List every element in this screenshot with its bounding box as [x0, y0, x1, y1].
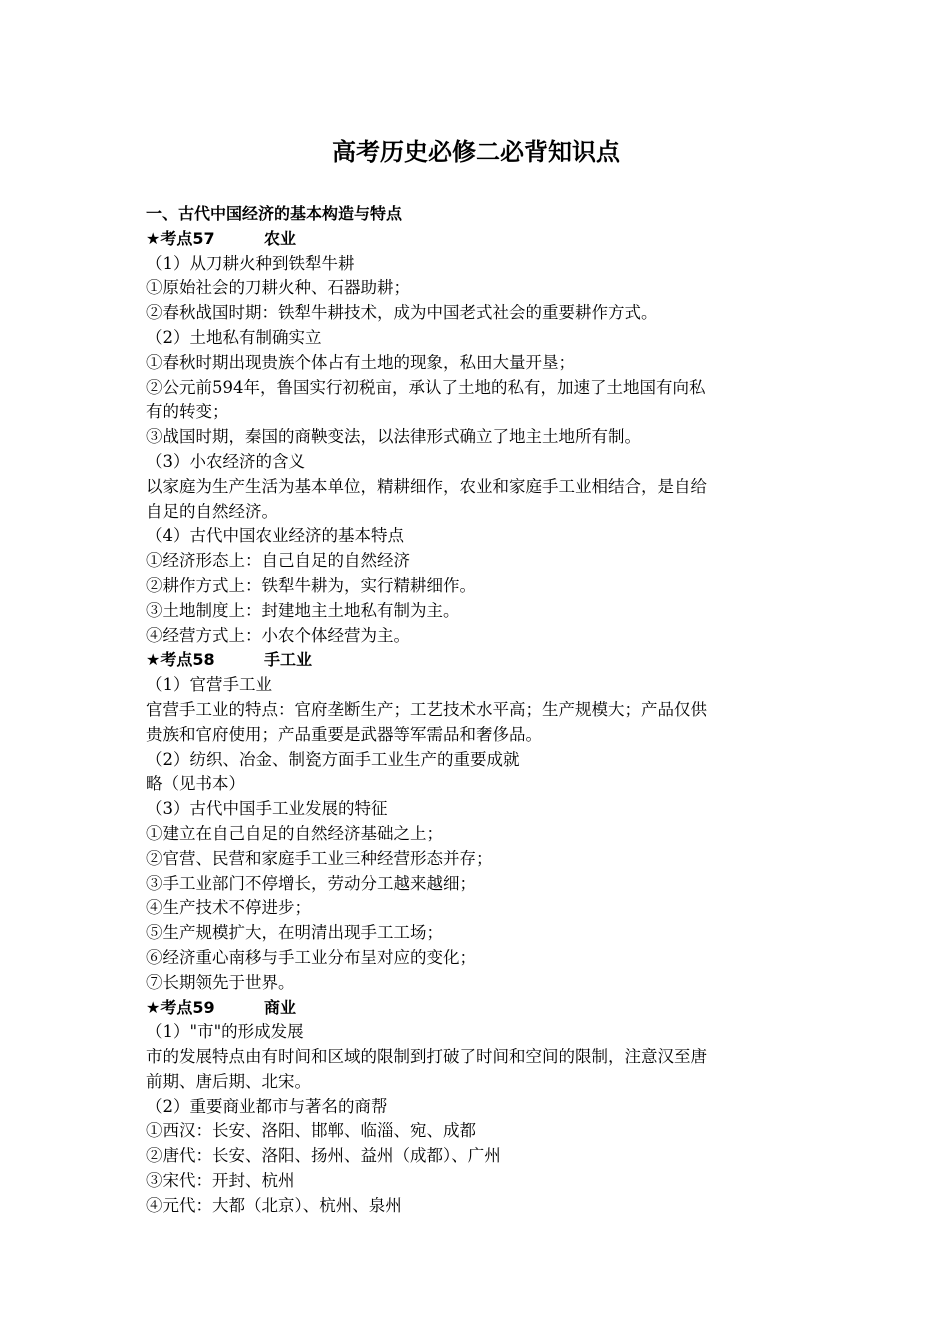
text-line: 贵族和官府使用；产品重要是武器等军需品和奢侈品。 [146, 724, 542, 744]
text-line: 前期、唐后期、北宋。 [146, 1071, 311, 1091]
text-line: ①原始社会的刀耕火种、石器助耕； [146, 278, 410, 298]
text-line: （3）古代中国手工业发展的特征 [146, 799, 388, 819]
kaodian-label: ★考点58 [146, 650, 215, 670]
kaodian-label: ★考点57 [146, 228, 215, 248]
text-line: ④经营方式上：小农个体经营为主。 [146, 625, 410, 645]
kaodian-topic: 商业 [264, 997, 297, 1017]
text-line: 以家庭为生产生活为基本单位，精耕细作，农业和家庭手工业相结合，是自给 [146, 476, 707, 496]
text-line: ②公元前594年，鲁国实行初税亩，承认了土地的私有，加速了土地国有向私 [146, 377, 706, 397]
kaodian-57-heading [146, 227, 806, 252]
text-line: ⑥经济重心南移与手工业分布呈对应的变化； [146, 947, 476, 967]
text-line: （1）从刀耕火种到铁犁牛耕 [146, 253, 355, 273]
text-line: （4）古代中国农业经济的基本特点 [146, 526, 404, 546]
kaodian-topic: 手工业 [264, 650, 313, 670]
text-line: ③土地制度上：封建地主土地私有制为主。 [146, 600, 460, 620]
kaodian-58-heading [146, 648, 806, 673]
text-line: ②官营、民营和家庭手工业三种经营形态并存； [146, 848, 493, 868]
text-line: ③手工业部门不停增长，劳动分工越来越细； [146, 873, 476, 893]
text-line: （3）小农经济的含义 [146, 451, 305, 471]
text-line: ⑦长期领先于世界。 [146, 972, 295, 992]
text-line: 自足的自然经济。 [146, 501, 278, 521]
kaodian-topic: 农业 [264, 228, 297, 248]
text-line: ②唐代：长安、洛阳、扬州、益州（成都）、广州 [146, 1146, 501, 1166]
text-line: ③战国时期，秦国的商鞅变法，以法律形式确立了地主土地所有制。 [146, 427, 641, 447]
text-line: ②春秋战国时期：铁犁牛耕技术，成为中国老式社会的重要耕作方式。 [146, 303, 658, 323]
text-line: （1）"市"的形成发展 [146, 1022, 304, 1042]
document-page [146, 132, 806, 1219]
text-line: ①西汉：长安、洛阳、邯郸、临淄、宛、成都 [146, 1121, 476, 1141]
text-line: ①经济形态上：自己自足的自然经济 [146, 551, 410, 571]
text-line: （2）纺织、冶金、制瓷方面手工业生产的重要成就 [146, 749, 520, 769]
kaodian-label: ★考点59 [146, 997, 215, 1017]
kaodian-59-heading [146, 996, 806, 1021]
text-line: ④元代：大都（北京）、杭州、泉州 [146, 1195, 402, 1215]
text-line: （2）重要商业都市与著名的商帮 [146, 1096, 388, 1116]
text-line: ③宋代：开封、杭州 [146, 1171, 295, 1191]
document-title: 高考历史必修二必背知识点 [332, 137, 620, 166]
text-line: （2）土地私有制确实立 [146, 327, 322, 347]
section-heading: 一、古代中国经济的基本构造与特点 [146, 204, 403, 223]
text-line: ①建立在自己自足的自然经济基础之上； [146, 823, 443, 843]
text-line: ②耕作方式上：铁犁牛耕为，实行精耕细作。 [146, 575, 476, 595]
text-line: ④生产技术不停进步； [146, 898, 311, 918]
text-line: ⑤生产规模扩大，在明清出现手工工场； [146, 923, 443, 943]
text-line: 略（见书本） [146, 774, 245, 794]
text-line: 市的发展特点由有时间和区域的限制到打破了时间和空间的限制，注意汉至唐 [146, 1047, 707, 1067]
text-line: （1）官营手工业 [146, 675, 272, 695]
text-line: ①春秋时期出现贵族个体占有土地的现象，私田大量开垦； [146, 352, 575, 372]
text-line: 有的转变； [146, 402, 229, 422]
text-line: 官营手工业的特点：官府垄断生产；工艺技术水平高；生产规模大；产品仅供 [146, 699, 707, 719]
